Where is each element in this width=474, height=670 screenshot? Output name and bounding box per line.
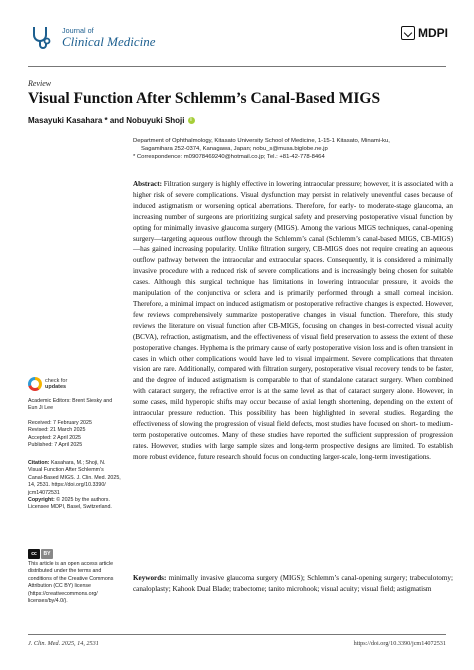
journal-name-prefix: Journal of: [62, 26, 94, 35]
affiliation: [133, 137, 453, 162]
license-link[interactable]: licenses/by/4.0/).: [28, 598, 68, 605]
author-list: [28, 116, 195, 125]
date-received: Received: 7 February 2025: [28, 420, 92, 426]
abstract-label: Abstract:: [133, 180, 162, 188]
article-title: Visual Function After Schlemm’s Canal-Based MIGS: [28, 90, 381, 107]
copyright: [28, 497, 126, 512]
check-updates-line: check for: [45, 378, 68, 384]
citation-line: Canal-Based MIGS. J. Clin. Med. 2025,: [28, 474, 121, 481]
keywords-label: Keywords:: [133, 574, 167, 582]
keywords-text: minimally invasive glaucoma surgery (MIGS); Schlemm’s canal-opening surgery; trabeculotomy; canaloplasty; Kahook Dual Blade; trabectome; tanito microhook; visual acuity; visual field; astigmatism: [133, 574, 453, 593]
date-accepted: Accepted: 2 April 2025: [28, 434, 82, 441]
cc-icon: cc: [28, 549, 40, 559]
date-published: Published: 7 April 2025: [28, 442, 83, 449]
orcid-icon[interactable]: i: [188, 117, 195, 124]
publication-dates: [28, 420, 126, 450]
publisher-logo: [401, 26, 448, 40]
by-icon: BY: [41, 549, 53, 559]
copyright-label: Copyright:: [28, 497, 55, 503]
check-updates-line: updates: [45, 384, 67, 390]
authors-text: Masayuki Kasahara * and Nobuyuki Shoji: [28, 116, 185, 125]
license-line: This article is an open access article: [28, 561, 114, 567]
abstract-text: Filtration surgery is highly effective in lowering intraocular pressure; however, it is associated with a higher risk of severe complications. Visual dysfunction may persist in relatively uneventful cases because of induced astigmatism or worsening optical aberrations. Therefore, for early- to moderate-stage glaucoma, an increasing number of surgeons are prioritizing surgical safety and preserving postoperative visual function by opting for minimally invasive glaucoma surgery (MIGS). Among the various MIGS techniques, canal-opening surgery—targeting aqueous outflow through the Schlemm’s canal (Schlemm’s canal-based MIGS, CB-MIGS)—has gained increasing popularity. Unlike filtration surgery, CB-MIGS does not require creating an aqueous outflow pathway between the intraocular and extraocular spaces. Consequently, it is considered a minimally invasive procedure with a reduced risk of severe complications and is increasingly being chosen for suitable cases. Although this surgical technique has limitations in lowering intraocular pressure, it avoids the manipulation of the conjunctiva or sclera and is primarily performed through a small corneal incision. Therefore, a minimal impact on induced astigmatism or postoperative refractive changes is expected. However, few reviews comprehensively summarize postoperative changes in visual function. Therefore, this study reviews the literature on visual function after CB-MIGS, focusing on changes in best-corrected visual acuity (BCVA), refraction, astigmatism, and the effectiveness of visual field preservation to assess the extent of these postoperative changes. Hyphema is the primary cause of early postoperative vision loss and is often transient in cases in which other complications would have led to visual impairment. Severe complications that threaten vision are rare. Additionally, compared with filtration surgery, postoperative visual recovery tends to be faster, and the degree of induced astigmatism is comparable to that of standalone cataract surgery. When combined with cataract surgery, the refractive error is at the same level as that of cataract surgery alone. However, in some cases, mild hyperopic shifts may occur because of axial length shortening, depending on the extent of intraocular pressure reduction. This possibility has been highlighted in several studies. Regarding the effectiveness of slowing the progression of visual field defects, most studies have focused on short- to medium-term postoperative outcomes. Many of these studies have reported the sufficient suppression of progression rates. However, studies with large sample sizes and long-term prospective designs are limited. To establish more robust evidence, future research should focus on conducting larger-scale, long-term investigations.: [133, 180, 453, 461]
footer-citation: J. Clin. Med. 2025, 14, 2531: [28, 640, 99, 647]
footer-divider: [28, 634, 446, 635]
citation-line[interactable]: jcm14072531: [28, 489, 60, 496]
check-updates-icon: [28, 377, 42, 391]
correspondence-line: * Correspondence: m09078469240@hotmail.co.jp; Tel.: +81-42-778-8464: [133, 154, 325, 161]
stethoscope-logo-icon: [28, 24, 54, 50]
copyright-line: © 2025 by the authors.: [54, 497, 110, 503]
check-for-updates-button[interactable]: [28, 377, 67, 391]
keywords: [133, 573, 453, 595]
journal-header: [28, 22, 448, 62]
citation-label: Citation:: [28, 460, 50, 466]
citation-line: Visual Function After Schlemm’s: [28, 467, 104, 474]
citation: [28, 460, 126, 497]
copyright-line: Licensee MDPI, Basel, Switzerland.: [28, 504, 112, 511]
license-line: conditions of the Creative Commons: [28, 575, 114, 582]
header-divider: [28, 66, 446, 67]
license-line: Attribution (CC BY) license: [28, 583, 91, 590]
license-link[interactable]: (https://creativecommons.org/: [28, 590, 98, 597]
citation-line: Kasahara, M.; Shoji, N.: [49, 460, 106, 466]
article-type: Review: [28, 79, 52, 88]
mdpi-logo-icon: [401, 26, 415, 40]
academic-editors: [28, 398, 126, 413]
license-text: [28, 561, 126, 605]
affiliation-line: Department of Ophthalmology, Kitasato University School of Medicine, 1-15-1 Kitasato, Minami-ku,: [133, 138, 390, 144]
editors-line: Academic Editors: Brent Siesky and: [28, 398, 113, 404]
citation-line[interactable]: 14, 2531. https://doi.org/10.3390/: [28, 482, 106, 489]
abstract: [133, 179, 453, 463]
publisher-name: MDPI: [418, 26, 448, 40]
page-footer: [28, 640, 446, 647]
journal-name: Clinical Medicine: [62, 34, 156, 49]
license-line: distributed under the terms and: [28, 568, 102, 575]
affiliation-line: Sagamihara 252-0374, Kanagawa, Japan; nobu_s@musa.biglobe.ne.jp: [141, 146, 328, 153]
cc-by-license-badge[interactable]: [28, 549, 53, 559]
editors-line: Eun Ji Lee: [28, 405, 54, 412]
footer-doi-link[interactable]: https://doi.org/10.3390/jcm14072531: [353, 640, 446, 647]
date-revised: Revised: 21 March 2025: [28, 427, 86, 434]
